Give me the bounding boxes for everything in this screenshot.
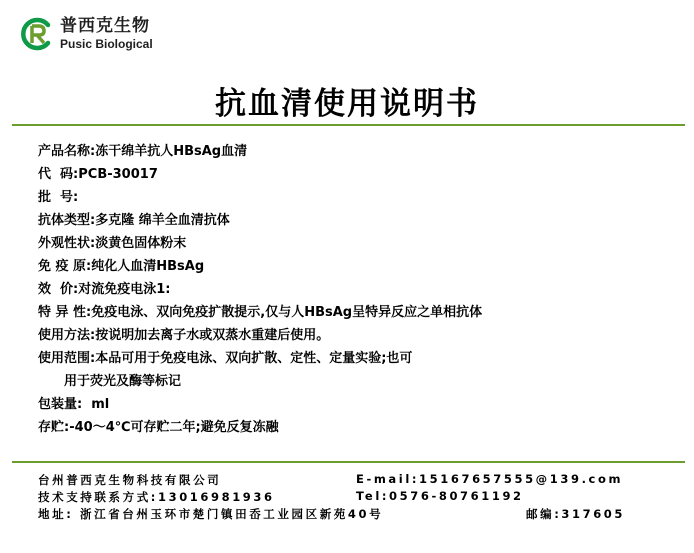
field-value: 用于荧光及酶等标记 (64, 374, 182, 389)
field-usage (38, 327, 482, 350)
field-value: 按说明加去离子水或双蒸水重建后使用。 (95, 328, 330, 343)
logo-name-en: Pusic Biological (60, 37, 153, 51)
logo-mark-icon (18, 16, 54, 52)
field-label: 代 码: (38, 167, 79, 182)
field-label: 使用方法: (38, 328, 96, 343)
field-value: 本品可用于免疫电泳、双向扩散、定性、定量实验;也可 (95, 351, 413, 366)
field-specificity (38, 304, 482, 327)
field-antibody-type (38, 212, 482, 235)
field-label: 存贮: (38, 420, 70, 435)
field-titer (38, 281, 482, 304)
field-label: 抗体类型: (38, 213, 96, 228)
field-immunogen (38, 258, 482, 281)
field-value: 多克隆 绵羊全血清抗体 (95, 213, 230, 228)
field-value: 对流免疫电泳1: (78, 282, 171, 297)
footer-email: E-mail:15167657555@139.com (356, 472, 624, 486)
company-logo (18, 16, 153, 52)
bottom-divider (12, 461, 685, 463)
field-value: 免疫电泳、双向免疫扩散提示,仅与人HBsAg呈特异反应之单相抗体 (91, 305, 483, 320)
field-value: PCB-30017 (78, 167, 158, 182)
field-product-name (38, 143, 482, 166)
product-fields (38, 143, 482, 442)
footer-contact (38, 472, 638, 523)
field-package (38, 396, 482, 419)
document-title: 抗血清使用说明书 (215, 86, 479, 122)
footer-support-phone: 技术支持联系方式:13016981936 (38, 490, 275, 504)
field-value: -40～4℃可存贮二年;避免反复冻融 (69, 420, 279, 435)
field-batch (38, 189, 482, 212)
field-label: 包装量: (38, 397, 83, 412)
top-divider (12, 124, 685, 126)
field-scope (38, 350, 482, 373)
logo-name-cn: 普西克生物 (60, 16, 150, 36)
field-label: 产品名称: (38, 144, 96, 159)
field-appearance (38, 235, 482, 258)
field-value: ml (82, 397, 110, 412)
footer-tel: Tel:0576-80761192 (356, 489, 524, 503)
field-value: 冻干绵羊抗人HBsAg血清 (95, 144, 248, 159)
field-label: 批 号: (38, 190, 79, 205)
footer-address: 地址: 浙江省台州玉环市楚门镇田岙工业园区新苑40号 (38, 507, 384, 521)
field-label: 免 疫 原: (38, 259, 92, 274)
footer-postcode: 邮编:317605 (526, 507, 626, 521)
footer-company: 台州普西克生物科技有限公司 (38, 473, 222, 487)
field-label: 效 价: (38, 282, 79, 297)
field-value: 纯化人血清HBsAg (91, 259, 205, 274)
field-label: 使用范围: (38, 351, 96, 366)
field-value: 淡黄色固体粉末 (95, 236, 187, 251)
field-label: 特 异 性: (38, 305, 92, 320)
field-scope-continued (38, 373, 482, 396)
field-storage (38, 419, 482, 442)
field-code (38, 166, 482, 189)
field-label: 外观性状: (38, 236, 96, 251)
